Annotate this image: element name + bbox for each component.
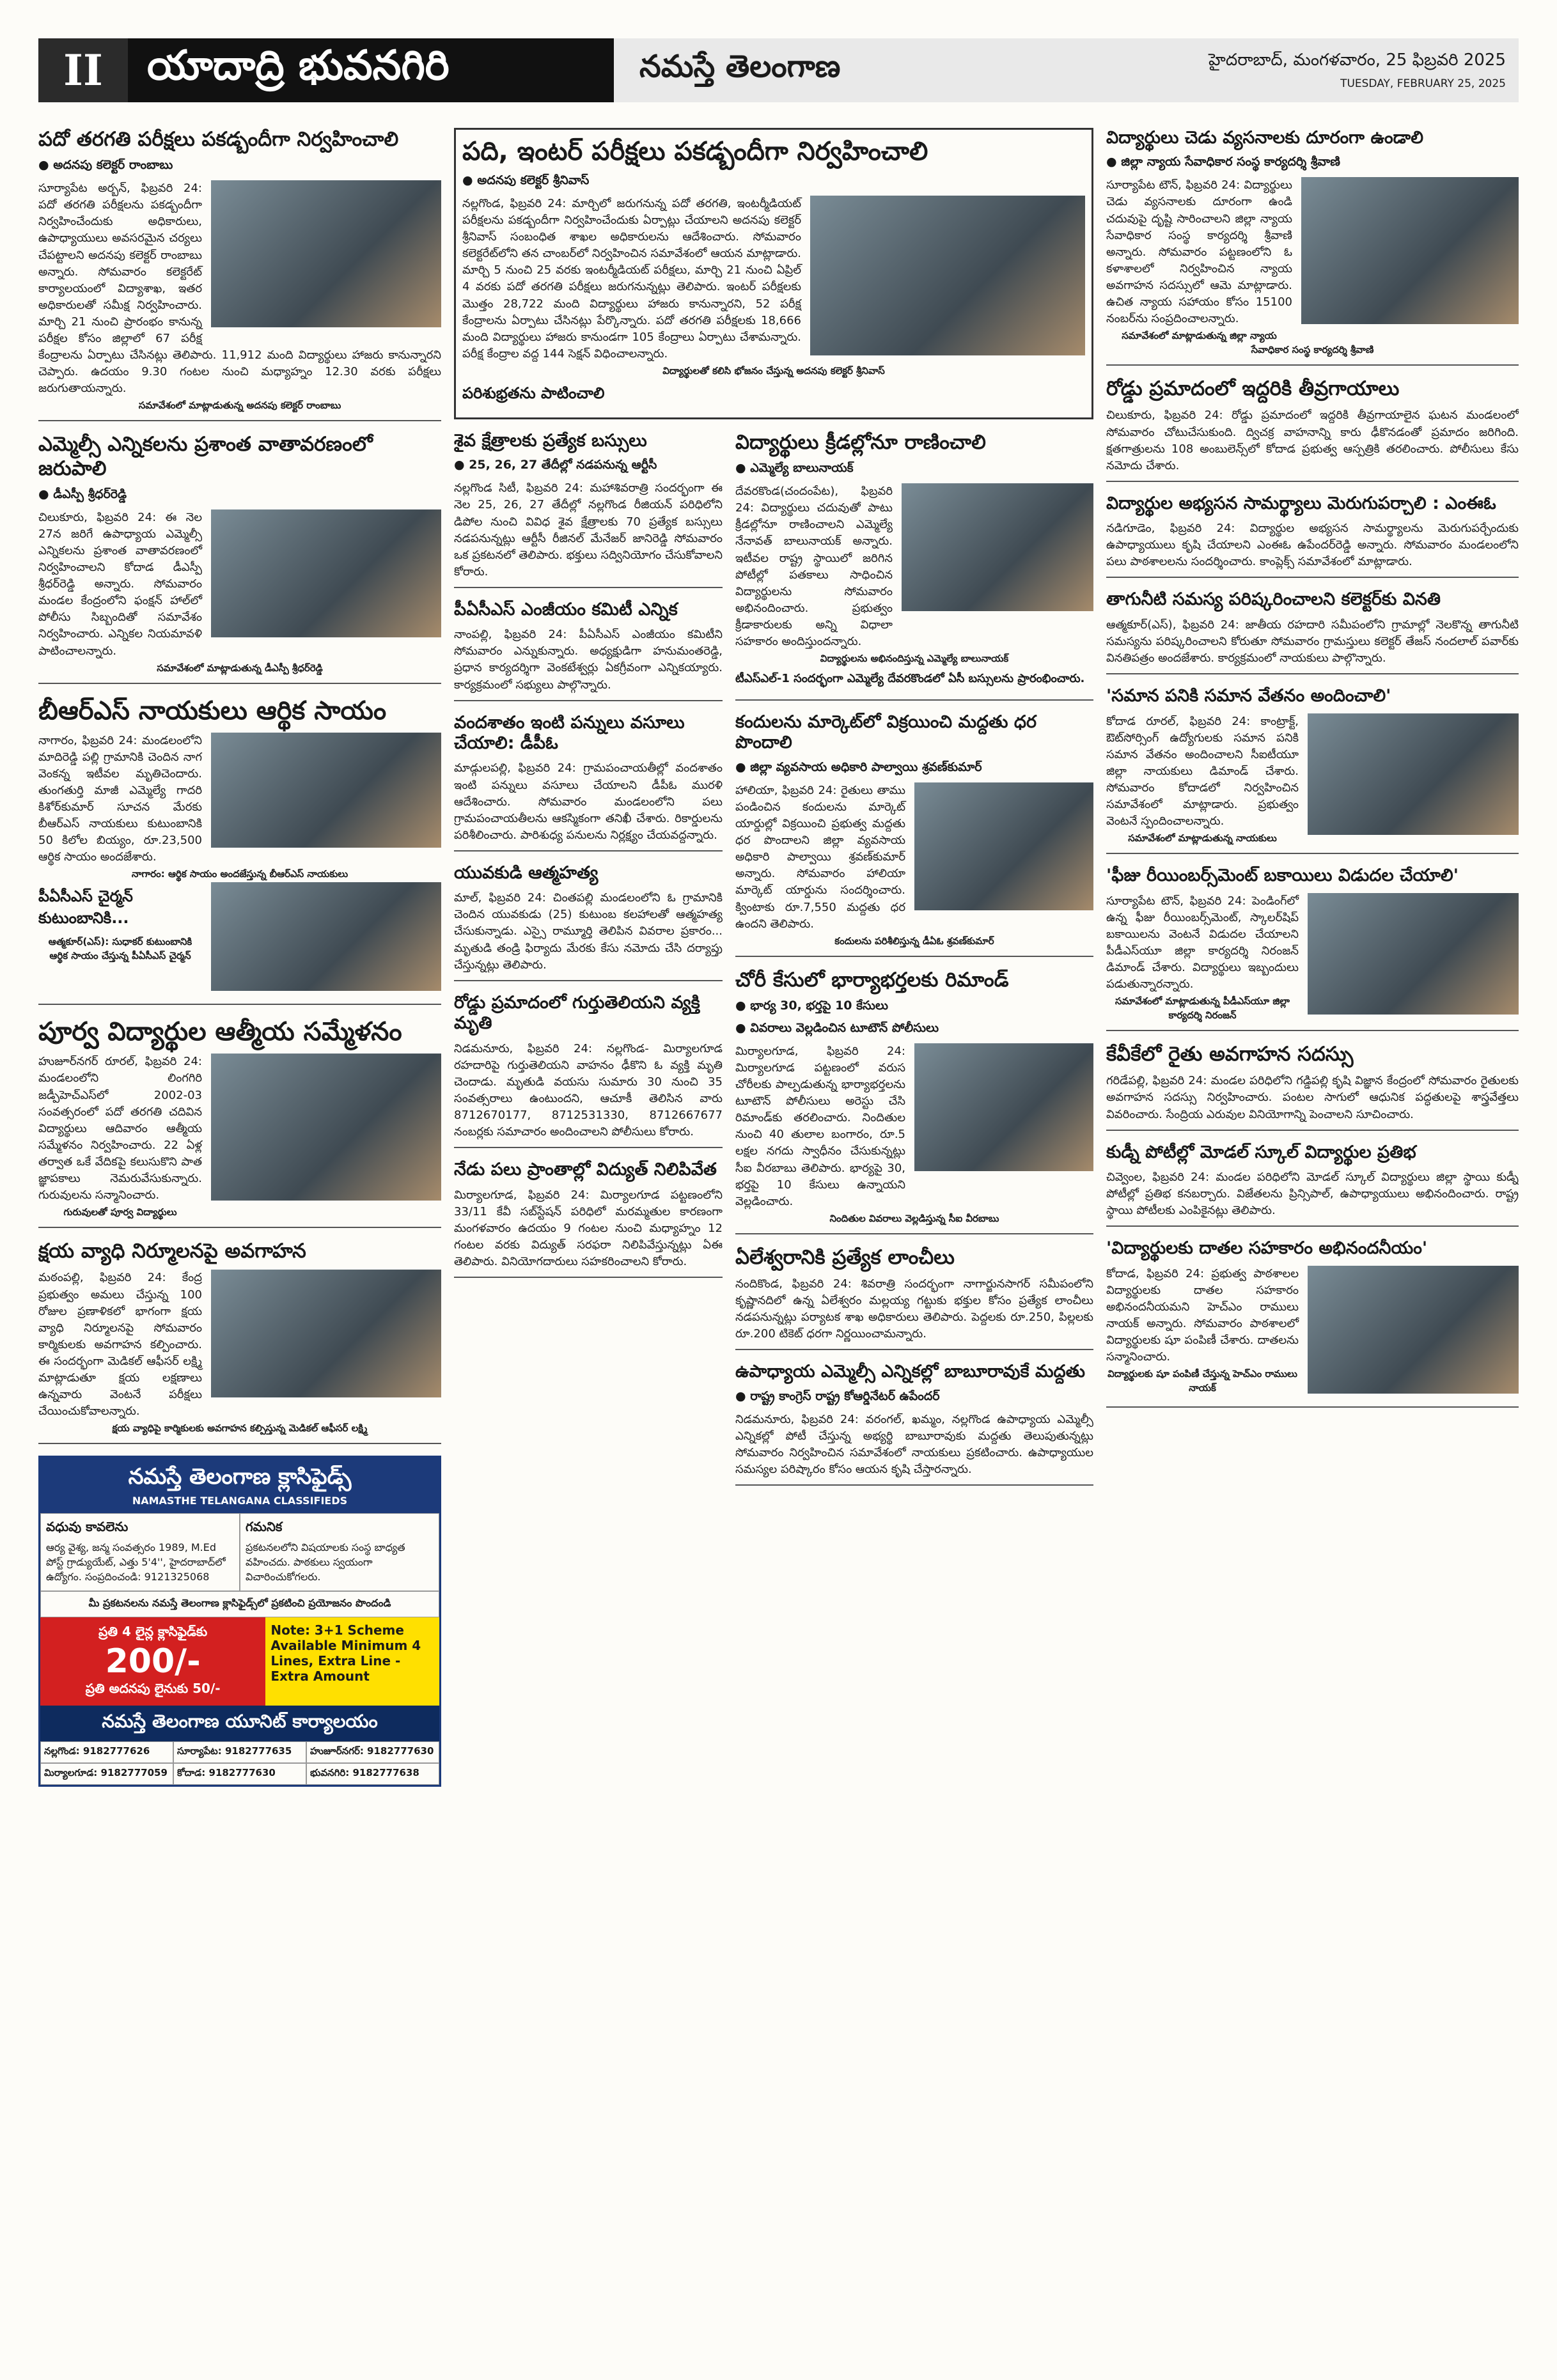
story-donor-support: [1106, 1238, 1519, 1407]
story-road-injuries: [1106, 377, 1519, 482]
column-right: [1106, 128, 1519, 2346]
photo-caption: విద్యార్థులను అభినందిస్తున్న ఎమ్మెల్యే బాలునాయక్: [820, 653, 1009, 665]
story-body: దేవరకొండ(చందంపేట), ఫిబ్రవరి 24: విద్యార్థులు చదువుతో పాటు క్రీడల్లోనూ రాణించాలని ఎమ్మెల్యే నేనావత్ బాలునాయక్ అన్నారు. ఇటీవల రాష్ట్ర స్థాయిలో జరిగిన పోటీల్లో పతకాలు సాధించిన విద్యార్థులను సోమవారం అభినందించారు. ప్రభుత్వం క్రీడాకారులకు అన్ని విధాలా సహకారం అందిస్తుందన్నారు.: [735, 485, 893, 648]
date-telugu: హైదరాబాద్, మంగళవారం, 25 ఫిబ్రవరి 2025: [1208, 51, 1506, 70]
story-body: చివ్వెంల, ఫిబ్రవరి 24: మండల పరిధిలోని మోడల్ స్కూల్ విద్యార్థులు జిల్లా స్థాయి కుడ్నీ పోటీల్లో ప్రతిభ కనబర్చారు. విజేతలను ప్రిన్సిపాల్, ఉపాధ్యాయులు అభినందించారు. రాష్ట్ర స్థాయి పోటీలకు ఎంపికైనట్లు తెలిపారు.: [1106, 1171, 1519, 1218]
classifieds-subtitle: NAMASTHE TELANGANA CLASSIFIEDS: [132, 1495, 348, 1507]
office-phone: హుజూర్‌నగర్: 9182777630: [306, 1741, 439, 1763]
headline: తాగునీటి సమస్య పరిష్కరించాలని కలెక్టర్‌కు వినతి: [1106, 589, 1441, 610]
ad-text: ప్రకటనలలోని విషయాలకు సంస్థ బాధ్యత వహించదు. పాఠకులు స్వయంగా విచారించుకోగలరు.: [246, 1541, 405, 1583]
story-body: నల్లగొండ సిటీ, ఫిబ్రవరి 24: మహాశివరాత్రి సందర్భంగా ఈ నెల 25, 26, 27 తేదీల్లో నల్లగొండ రీజియన్ పరిధిలోని డిపోల నుంచి వివిధ శైవ క్షేత్రాలకు 70 ప్రత్యేక బస్సులు నడపనున్నట్లు ఆర్టీసీ రీజినల్ మేనేజర్ జానిరెడ్డి సోమవారం ఒక ప్రకటనలో తెలిపారు. భక్తులు సద్వినియోగం చేసుకోవాలని కోరారు.: [454, 481, 723, 579]
headline: కేవీకేలో రైతు అవగాహన సదస్సు: [1106, 1043, 1354, 1066]
story-body: నల్లగొండ, ఫిబ్రవరి 24: మార్చిలో జరుగనున్న పదో తరగతి, ఇంటర్మీడియట్ పరీక్షలను పకడ్బందీగా నిర్వహించేందుకు ఏర్పాట్లు చేయాలని అదనపు కలెక్టర్ శ్రీనివాస్ సంబంధిత శాఖల అధికారులను ఆదేశించారు. సోమవారం కలెక్టరేట్‌లోని తన చాంబర్‌లో నిర్వహించిన సమావేశంలో ఆయన మాట్లాడారు. మార్చి 5 నుంచి 25 వరకు ఇంటర్మీడియట్ పరీక్షలు, మార్చి 21 నుంచి ఏప్రిల్ 4 వరకు పదో తరగతి పరీక్షలు జరుగనున్నట్లు తెలిపారు. ఇంటర్ పరీక్షలకు మొత్తం 28,722 మంది విద్యార్థులు హాజరు కానున్నారని, 52 పరీక్ష కేంద్రాలను ఏర్పాటు చేసినట్లు పేర్కొన్నారు. పదో తరగతి పరీక్షలకు 18,666 మంది విద్యార్థులు హాజరు కానుండగా 105 కేంద్రాలు ఏర్పాటు చేశామన్నారు. పరీక్ష కేంద్రాల వద్ద 144 సెక్షన్ విధించాలన్నారు.: [462, 197, 801, 361]
story-body: సూర్యాపేట టౌన్, ఫిబ్రవరి 24: పెండింగ్‌లో ఉన్న ఫీజు రీయింబర్స్‌మెంట్, స్కాలర్‌షిప్ బకాయిలను వెంటనే విడుదల చేయాలని పీడీఎస్‌యూ జిల్లా కార్యదర్శి నిరంజన్ డిమాండ్ చేశారు. విద్యార్థులు ఇబ్బందులు పడుతున్నారన్నారు.: [1106, 894, 1299, 992]
story-house-tax: [454, 713, 723, 852]
story-body: నాంపల్లి, ఫిబ్రవరి 24: పీఏసీఎస్ ఎంజీయం కమిటీని సోమవారం ఎన్నుకున్నారు. అధ్యక్షుడిగా హనుమంతరెడ్డి, ప్రధాన కార్యదర్శిగా వెంకటేశ్వర్లు ఏకగ్రీవంగా ఎన్నికయ్యారు. కార్యక్రమంలో సభ్యులు పాల్గొన్నారు.: [454, 628, 723, 692]
headline: చోరీ కేసులో భార్యాభర్తలకు రిమాండ్: [735, 968, 1009, 992]
byline: ● అదనపు కలెక్టర్ రాంబాబు: [38, 158, 441, 175]
story-mlc-elections: [38, 433, 441, 683]
headline: 'విద్యార్థులకు దాతల సహకారం అభినందనీయం': [1106, 1238, 1428, 1259]
masthead: [38, 38, 1519, 102]
headline: రోడ్డు ప్రమాదంలో గుర్తుతెలియని వ్యక్తి మృతి: [454, 992, 700, 1034]
classifieds-banner: మీ ప్రకటనలను నమస్తే తెలంగాణ క్లాసిఫైడ్స్‌లో ప్రకటించి ప్రయోజనం పొందండి: [40, 1591, 439, 1617]
news-photo: [211, 882, 441, 991]
headline: ఏలేశ్వరానికి ప్రత్యేక లాంచీలు: [735, 1245, 955, 1269]
story-learning-skills: [1106, 494, 1519, 579]
column-left: [38, 128, 441, 2346]
story-body: హుజూర్‌నగర్ రూరల్, ఫిబ్రవరి 24: మండలంలోని లింగగిరి జడ్పీహెచ్ఎస్‌లో 2002-03 సంవత్సరంలో పదో తరగతి చదివిన విద్యార్థులు ఆదివారం ఆత్మీయ సమ్మేళనం నిర్వహించారు. 22 ఏళ్ల తర్వాత ఒకే వేదికపై కలుసుకొని పాత జ్ఞాపకాలు నెమరువేసుకున్నారు. గురువులను సన్మానించారు.: [38, 1055, 202, 1202]
story-body: చిలుకూరు, ఫిబ్రవరి 24: ఈ నెల 27న జరిగే ఉపాధ్యాయ ఎమ్మెల్సీ ఎన్నికలను ప్రశాంత వాతావరణంలో నిర్వహించాలని కోదాడ డీఎస్పీ శ్రీధర్‌రెడ్డి అన్నారు. సోమవారం మండల కేంద్రంలోని ఫంక్షన్ హాల్‌లో పోలీసు సిబ్బందితో సమావేశం నిర్వహించారు. ఎన్నికల నియమావళి పాటించాలన్నారు.: [38, 510, 202, 658]
byline: ● జిల్లా న్యాయ సేవాధికార సంస్థ కార్యదర్శి శ్రీవాణి: [1106, 155, 1519, 172]
office-phones: [40, 1741, 439, 1785]
story-fee-reimbursement: [1106, 866, 1519, 1031]
story-body: మిర్యాలగూడ, ఫిబ్రవరి 24: మిర్యాలగూడ పట్టణంలోని 33/11 కేవీ సబ్‌స్టేషన్ పరిధిలో మరమ్మతుల కారణంగా మంగళవారం ఉదయం 9 గంటల నుంచి మధ్యాహ్నం 12 గంటల వరకు విద్యుత్ సరఫరా నిలిపివేస్తున్నట్లు ఏఈ తెలిపారు. వినియోగదారులు సహకరించాలని కోరారు.: [454, 1188, 723, 1268]
subhead: పీఏసీఎస్ చైర్మన్ కుటుంబానికి...: [38, 887, 133, 928]
photo-caption: క్షయ వ్యాధిపై కార్మికులకు అవగాహన కల్పిస్తున్న మెడికల్ ఆఫీసర్ లక్ష్మి: [112, 1422, 368, 1435]
office-phone: మిర్యాలగూడ: 9182777059: [40, 1763, 173, 1785]
story-body: నడిగూడెం, ఫిబ్రవరి 24: విద్యార్థుల అభ్యసన సామర్థ్యాలను మెరుగుపర్చేందుకు ఉపాధ్యాయులు కృషి చేయాలని ఎంఈఓ ఉపేందర్‌రెడ్డి అన్నారు. సోమవారం మండలంలోని పలు పాఠశాలలను సందర్శించారు. కాంప్లెక్స్ సమావేశంలో మాట్లాడారు.: [1106, 522, 1519, 569]
headline: విద్యార్థులు క్రీడల్లోనూ రాణించాలి: [735, 430, 986, 454]
headline: కుడ్నీ పోటీల్లో మోడల్ స్కూల్ విద్యార్థుల ప్రతిభ: [1106, 1142, 1416, 1162]
byline: ● డీఎస్పీ శ్రీధర్‌రెడ్డి: [38, 487, 441, 504]
photo-caption: సమావేశంలో మాట్లాడుతున్న నాయకులు: [1128, 832, 1277, 844]
story-body: మాల్, ఫిబ్రవరి 24: చింతపల్లి మండలంలోని ఓ గ్రామానికి చెందిన యువకుడు (25) కుటుంబ కలహాలతో ఆత్మహత్య చేసుకున్నాడు. ఎస్సై రామ్మూర్తి తెలిపిన వివరాల ప్రకారం... మృతుడి తండ్రి ఫిర్యాదు మేరకు కేసు నమోదు చేసి దర్యాప్తు చేస్తున్నట్లు తెలిపారు.: [454, 891, 723, 972]
classifieds-ad: [38, 1456, 441, 1787]
photo-caption: సమావేశంలో మాట్లాడుతున్న డీఎస్పీ శ్రీధర్‌రెడ్డి: [157, 662, 323, 674]
news-photo: [1308, 713, 1519, 835]
photo-caption: ఆత్మకూర్(ఎస్): సుధాకర్ కుటుంబానికి ఆర్థిక సాయం చేస్తున్న పీఏసీఎస్ చైర్మన్: [48, 936, 192, 962]
headline: ఎమ్మెల్సీ ఎన్నికలను ప్రశాంత వాతావరణంలో జరుపాలి: [38, 433, 373, 480]
news-photo: [902, 483, 1093, 611]
classifieds-row: [40, 1513, 439, 1591]
story-model-school: [1106, 1142, 1519, 1227]
headline: విద్యార్థులు చెడు వ్యసనాలకు దూరంగా ఉండాలి: [1106, 128, 1424, 148]
subhead: పరిశుభ్రతను పాటించాలి: [462, 384, 605, 402]
byline: ● జిల్లా వ్యవసాయ అధికారి పాల్వాయి శ్రవణ్‌కుమార్: [735, 760, 1093, 777]
story-tenth-exams: [38, 128, 441, 421]
photo-caption: సమావేశంలో మాట్లాడుతున్న అదనపు కలెక్టర్ రాంబాబు: [138, 400, 341, 412]
headline: ఉపాధ్యాయ ఎమ్మెల్సీ ఎన్నికల్లో బాబూరావుకే మద్దతు: [735, 1362, 1085, 1382]
classifieds-title: [40, 1458, 439, 1513]
office-heading: నమస్తే తెలంగాణ యూనిట్ కార్యాలయం: [40, 1706, 439, 1741]
column-center: [454, 128, 1093, 2346]
photo-caption: నిందితుల వివరాలు వెల్లడిస్తున్న సీఐ వీరబాబు: [829, 1212, 999, 1224]
ad-text: ఆర్య వైశ్య, జన్మ సంవత్సరం 1989, M.Ed పోస్ట్ గ్రాడ్యుయేట్, ఎత్తు 5'4'', హైదరాబాద్‌లో ఉద్యోగం. సంప్రదించండి: 9121325068: [46, 1541, 226, 1583]
story-body: మాడ్గులపల్లి, ఫిబ్రవరి 24: గ్రామపంచాయతీల్లో వందశాతం ఇంటి పన్నులు వసూలు చేయాలని డీపీఓ మురళి ఆదేశించారు. సోమవారం మండలంలోని పలు గ్రామపంచాయతీలను ఆకస్మికంగా తనిఖీ చేశారు. రికార్డులను పరిశీలించారు. పారిశుధ్య పనులను నిర్లక్ష్యం చేయవద్దన్నారు.: [454, 761, 723, 842]
news-photo: [1301, 177, 1519, 324]
story-kvk-farmers: [1106, 1043, 1519, 1130]
scheme-note: Note: 3+1 Scheme Available Minimum 4 Lines, Extra Line - Extra Amount: [265, 1617, 439, 1706]
photo-caption: సమావేశంలో మాట్లాడుతున్న పీడీఎస్‌యూ జిల్లా కార్యదర్శి నిరంజన్: [1115, 995, 1290, 1022]
story-alumni-meet: [38, 1016, 441, 1228]
photo-caption: విద్యార్థులతో కలిసి భోజనం చేస్తున్న అదనపు కలెక్టర్ శ్రీనివాస్: [662, 364, 885, 377]
headline: యువకుడి ఆత్మహత్య: [454, 862, 599, 883]
photo-caption: నాగారం: ఆర్థిక సాయం అందజేస్తున్న బీఆర్ఎస్ నాయకులు: [131, 868, 348, 880]
headline: పదో తరగతి పరీక్షలు పకడ్బందీగా నిర్వహించాలి: [38, 128, 399, 151]
byline: ● 25, 26, 27 తేదీల్లో నడపనున్న ఆర్టీసీ: [454, 458, 723, 475]
story-body: నాగారం, ఫిబ్రవరి 24: మండలంలోని మాదిరెడ్డి పల్లి గ్రామానికి చెందిన నాగ వెంకన్న ఇటీవల మృతిచెందారు. తుంగతుర్తి మాజీ ఎమ్మెల్యే గాదరి కిశోర్‌కుమార్ సూచన మేరకు బీఆర్ఎస్ నాయకులు కుటుంబానికి 50 కిలోల బియ్యం, రూ.23,500 ఆర్థిక సాయం అందజేశారు.: [38, 733, 202, 864]
news-photo: [211, 1054, 441, 1201]
story-body: సూర్యాపేట టౌన్, ఫిబ్రవరి 24: విద్యార్థులు చెడు వ్యసనాలకు దూరంగా ఉండి చదువుపై దృష్టి సారించాలని జిల్లా న్యాయ సేవాధికార సంస్థ కార్యదర్శి శ్రీవాణి అన్నారు. సోమవారం పట్టణంలోని ఓ కళాశాలలో నిర్వహించిన న్యాయ అవగాహన సదస్సులో ఆమె మాట్లాడారు. ఉచిత న్యాయ సహాయం కోసం 15100 నంబర్‌ను సంప్రదించాలన్నారు.: [1106, 178, 1292, 326]
story-body: చిలుకూరు, ఫిబ్రవరి 24: రోడ్డు ప్రమాదంలో ఇద్దరికి తీవ్రగాయాలైన ఘటన మండలంలో సోమవారం చోటుచేసుకుంది. ద్విచక్ర వాహనాన్ని కారు ఢీకొనడంతో ప్రమాదం జరిగింది. క్షతగాత్రులను 108 అంబులెన్స్‌లో కోదాడ ప్రభుత్వ ఆస్పత్రికి తరలించారు. పోలీసులు కేసు నమోదు చేశారు.: [1106, 408, 1519, 472]
extra-price: ప్రతి అదనపు లైనుకు 50/-: [85, 1681, 221, 1697]
story-tb-awareness: [38, 1240, 441, 1444]
subhead: టీఎస్ఎల్-1 సందర్భంగా ఎమ్మెల్యే దేవరకొండలో ఏసీ బస్సులను ప్రారంభించారు.: [735, 672, 1085, 686]
headline: పూర్వ విద్యార్థుల ఆత్మీయ సమ్మేళనం: [38, 1017, 402, 1047]
price-row: [40, 1617, 439, 1706]
story-body: మఠంపల్లి, ఫిబ్రవరి 24: కేంద్ర ప్రభుత్వం అమలు చేస్తున్న 100 రోజుల ప్రణాళికలో భాగంగా క్షయ వ్యాధి నిర్మూలనపై సోమవారం కార్మికులకు అవగాహన కల్పించారు. ఈ సందర్భంగా మెడికల్ ఆఫీసర్ లక్ష్మి మాట్లాడుతూ క్షయ లక్షణాలు ఉన్నవారు వెంటనే పరీక్షలు చేయించుకోవాలన్నారు.: [38, 1271, 202, 1419]
price-value: 200/-: [105, 1642, 201, 1681]
story-equal-pay: [1106, 686, 1519, 854]
story-pacs-committee: [454, 600, 723, 701]
byline: ● ఎమ్మెల్యే బాలునాయక్: [735, 461, 1093, 478]
story-special-buses: [454, 431, 723, 588]
news-photo: [1308, 893, 1519, 1015]
byline: ● రాష్ట్ర కాంగ్రెస్ రాష్ట్ర కోఆర్డినేటర్ ఉపేందర్: [735, 1389, 1093, 1406]
center-right-column: [735, 431, 1093, 1497]
story-body: సూర్యాపేట అర్బన్, ఫిబ్రవరి 24: పదో తరగతి పరీక్షలను పకడ్బందీగా నిర్వహించేందుకు అధికారులు, ఉపాధ్యాయులు అవసరమైన చర్యలు చేపట్టాలని అదనపు కలెక్టర్ రాంబాబు అన్నారు. సోమవారం కలెక్టరేట్ కార్యాలయంలో విద్యాశాఖ, ఇతర అధికారులతో సమీక్ష నిర్వహించారు. మార్చి 21 నుంచి ప్రారంభం కానున్న పరీక్షల కోసం జిల్లాలో 67 పరీక్ష కేంద్రాలను ఏర్పాటు చేసినట్లు తెలిపారు. 11,912 మంది విద్యార్థులు హాజరు కానున్నారని చెప్పారు. ఉదయం 9.30 గంటల నుంచి మధ్యాహ్నం 12.30 వరకు పరీక్షలు జరుగుతాయన్నారు.: [38, 182, 441, 396]
news-photo: [914, 782, 1093, 910]
ad-heading: వధువు కావలెను: [46, 1519, 129, 1535]
photo-caption: గురువులతో పూర్వ విద్యార్థులు: [63, 1206, 177, 1218]
headline: కందులను మార్కెట్‌లో విక్రయించి మద్దతు ధర పొందాలి: [735, 712, 1037, 753]
headline: విద్యార్థుల అభ్యసన సామర్థ్యాలు మెరుగుపర్చాలి : ఎంఈఓ: [1106, 493, 1496, 513]
story-body: నందికొండ, ఫిబ్రవరి 24: శివరాత్రి సందర్భంగా నాగార్జునసాగర్ సమీపంలోని కృష్ణానదిలో ఉన్న ఏలేశ్వరం మల్లయ్య గట్టుకు భక్తుల కోసం ప్రత్యేక లాంచీలు నడపనున్నట్లు పర్యాటక శాఖ అధికారులు తెలిపారు. పెద్దలకు రూ.250, పిల్లలకు రూ.200 టికెట్ ధరగా నిర్ణయించామన్నారు.: [735, 1277, 1093, 1341]
story-body: నిడమనూరు, ఫిబ్రవరి 24: వరంగల్, ఖమ్మం, నల్లగొండ ఉపాధ్యాయ ఎమ్మెల్సీ ఎన్నికల్లో పోటీ చేస్తున్న అభ్యర్థి బాబూరావుకు మద్దతు తెలుపుతున్నట్లు సోమవారం నిర్వహించిన సమావేశంలో నాయకులు ప్రకటించారు. ఉపాధ్యాయుల సమస్యల పరిష్కారం కోసం ఆయన కృషి చేస్తారన్నారు.: [735, 1412, 1093, 1477]
headline: శైవ క్షేత్రాలకు ప్రత్యేక బస్సులు: [454, 430, 647, 451]
story-lead-exams: [454, 128, 1093, 419]
paper-logo: నమస్తే తెలంగాణ: [614, 38, 1209, 102]
byline: ● అదనపు కలెక్టర్ శ్రీనివాస్: [462, 173, 1085, 191]
headline: బీఆర్ఎస్ నాయకులు ఆర్థిక సాయం: [38, 696, 387, 726]
story-body: హాలియా, ఫిబ్రవరి 24: రైతులు తాము పండించిన కందులను మార్కెట్ యార్డుల్లో విక్రయించి ప్రభుత్వ మద్దతు ధర పొందాలని జిల్లా వ్యవసాయ అధికారి పాల్వాయి శ్రవణ్‌కుమార్ అన్నారు. సోమవారం హాలియా మార్కెట్ యార్డును సందర్శించారు. క్వింటాకు రూ.7,550 మద్దతు ధర ఉందని తెలిపారు.: [735, 783, 905, 931]
news-photo: [211, 180, 441, 327]
photo-caption: కందులను పరిశీలిస్తున్న డీఏఓ శ్రవణ్‌కుమార్: [834, 935, 994, 947]
notice-ad: [240, 1513, 439, 1591]
story-body: గరిడేపల్లి, ఫిబ్రవరి 24: మండల పరిధిలోని గడ్డిపల్లి కృషి విజ్ఞాన కేంద్రంలో సోమవారం రైతులకు అవగాహన సదస్సు నిర్వహించారు. పంటల సాగులో ఆధునిక పద్ధతులపై శాస్త్రవేత్తలు వివరించారు. సేంద్రియ ఎరువుల వినియోగాన్ని పెంచాలని సూచించారు.: [1106, 1074, 1519, 1121]
byline: ● వివరాలు వెల్లడించిన టూటౌన్ పోలీసులు: [735, 1021, 1093, 1038]
date-english: TUESDAY, FEBRUARY 25, 2025: [1340, 77, 1506, 90]
story-drinking-water: [1106, 589, 1519, 674]
story-special-launches: [735, 1246, 1093, 1351]
news-photo: [810, 196, 1085, 355]
story-brs-aid: [38, 696, 441, 1006]
headline: నేడు పలు ప్రాంతాల్లో విద్యుత్ నిలిపివేత: [454, 1160, 717, 1180]
story-suicide: [454, 863, 723, 981]
ad-heading: గమనిక: [246, 1519, 283, 1535]
headline: 'ఫీజు రీయింబర్స్‌మెంట్ బకాయిలు విడుదల చేయాలి': [1106, 866, 1459, 886]
photo-caption: విద్యార్థులకు షూ పంపిణీ చేస్తున్న హెచ్ఎం రాములు నాయక్: [1107, 1368, 1297, 1394]
story-body: మిర్యాలగూడ, ఫిబ్రవరి 24: మిర్యాలగూడ పట్టణంలో వరుస చోరీలకు పాల్పడుతున్న భార్యాభర్తలను టూటౌన్ పోలీసులు అరెస్టు చేసి రిమాండ్‌కు తరలించారు. నిందితుల నుంచి 40 తులాల బంగారం, రూ.5 లక్షల నగదు స్వాధీనం చేసుకున్నట్లు సీఐ వీరబాబు తెలిపారు. భార్యపై 30, భర్తపై 10 కేసులు ఉన్నాయని వెల్లడించారు.: [735, 1044, 905, 1208]
news-photo: [1308, 1266, 1519, 1394]
story-body: ఆత్మకూర్(ఎస్), ఫిబ్రవరి 24: జాతీయ రహదారి సమీపంలోని గ్రామాల్లో నెలకొన్న తాగునీటి సమస్యను పరిష్కరించాలని కోరుతూ సోమవారం గ్రామస్తులు కలెక్టర్ తేజస్ నందలాల్ పవార్‌కు వినతిపత్రం అందజేశారు. కార్యక్రమంలో నాయకులు పాల్గొన్నారు.: [1106, 618, 1519, 665]
matrimonial-ad: [40, 1513, 240, 1591]
story-bad-habits: [1106, 128, 1519, 366]
story-road-accident: [454, 993, 723, 1148]
story-mlc-support: [735, 1362, 1093, 1486]
headline: వందశాతం ఇంటి పన్నులు వసూలు చేయాలి: డీపీఓ: [454, 712, 685, 754]
news-photo: [211, 509, 441, 637]
price-box: [40, 1617, 265, 1706]
page-number: II: [38, 38, 128, 102]
story-body: కోదాడ, ఫిబ్రవరి 24: ప్రభుత్వ పాఠశాలల విద్యార్థులకు దాతల సహకారం అభినందనీయమని హెచ్ఎం రాములు నాయక్ అన్నారు. సోమవారం పాఠశాలలో విద్యార్థులకు షూ పంపిణీ చేశారు. దాతలను సన్మానించారు.: [1106, 1266, 1299, 1364]
news-photo: [211, 733, 441, 848]
price-label: ప్రతి 4 లైన్ల క్లాసిఫైడ్‌కు: [98, 1624, 208, 1640]
story-body: నిడమనూరు, ఫిబ్రవరి 24: నల్లగొండ- మిర్యాలగూడ రహదారిపై గుర్తుతెలియని వాహనం ఢీకొని ఓ వ్యక్తి మృతి చెందాడు. మృతుడి వయసు సుమారు 30 నుంచి 35 సంవత్సరాలు ఉంటుందని, ఆచూకీ తెలిసిన వారు 8712670177, 8712531330, 8712667677 నంబర్లకు సమాచారం అందించాలని పోలీసులు కోరారు.: [454, 1041, 723, 1139]
center-left-column: [454, 431, 723, 1497]
story-theft-remand: [735, 968, 1093, 1234]
office-phone: భువనగిరి: 9182777638: [306, 1763, 439, 1785]
office-phone: సూర్యాపేట: 9182777635: [173, 1741, 306, 1763]
headline: క్షయ వ్యాధి నిర్మూలనపై అవగాహన: [38, 1240, 306, 1263]
center-split: [454, 431, 1093, 1497]
office-phone: కోదాడ: 9182777630: [173, 1763, 306, 1785]
story-sports: [735, 431, 1093, 701]
news-photo: [211, 1270, 441, 1397]
dateline: [1209, 38, 1519, 102]
byline: ● భార్య 30, భర్తపై 10 కేసులు: [735, 999, 1093, 1016]
classifieds-title-text: నమస్తే తెలంగాణ క్లాసిఫైడ్స్: [128, 1464, 352, 1490]
district-title: యాదాద్రి భువనగిరి: [128, 38, 614, 102]
headline: పది, ఇంటర్ పరీక్షలు పకడ్బందీగా నిర్వహించాలి: [462, 137, 928, 166]
news-photo: [914, 1043, 1093, 1171]
headline: రోడ్డు ప్రమాదంలో ఇద్దరికి తీవ్రగాయాలు: [1106, 377, 1400, 401]
story-redgram-market: [735, 712, 1093, 957]
photo-caption: సమావేశంలో మాట్లాడుతున్న జిల్లా న్యాయ సేవాధికార సంస్థ కార్యదర్శి శ్రీవాణి: [1122, 330, 1374, 356]
story-body: కోదాడ రూరల్, ఫిబ్రవరి 24: కాంట్రాక్ట్, ఔట్‌సోర్సింగ్ ఉద్యోగులకు సమాన పనికి సమాన వేతనం అందించాలని సీఐటీయూ జిల్లా నాయకులు డిమాండ్ చేశారు. సోమవారం కోదాడలో నిర్వహించిన సమావేశంలో మాట్లాడారు. ప్రభుత్వం వెంటనే స్పందించాలన్నారు.: [1106, 714, 1299, 828]
headline: పీఏసీఎస్ ఎంజీయం కమిటీ ఎన్నిక: [454, 599, 678, 619]
headline: 'సమాన పనికి సమాన వేతనం అందించాలి': [1106, 686, 1391, 706]
story-power-cut: [454, 1160, 723, 1278]
office-phone: నల్లగొండ: 9182777626: [40, 1741, 173, 1763]
